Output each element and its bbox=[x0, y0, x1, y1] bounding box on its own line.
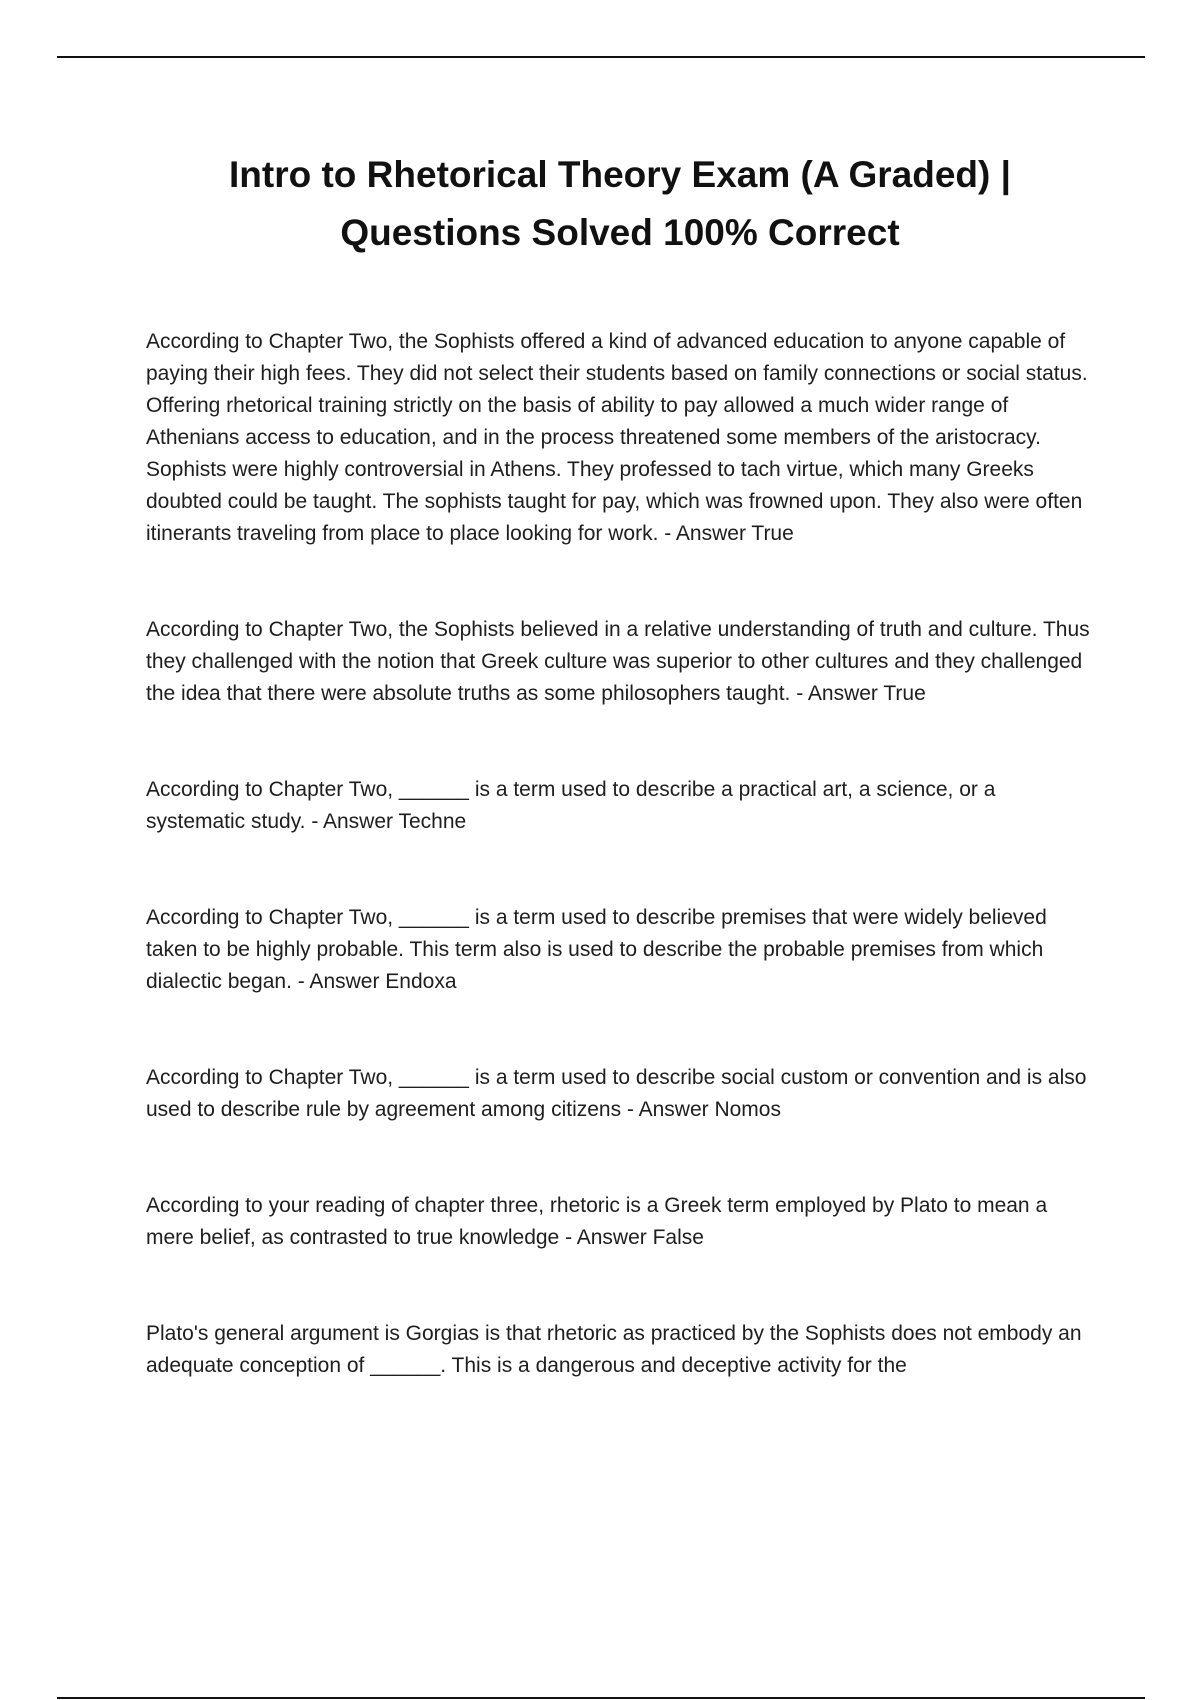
question-list bbox=[146, 326, 1096, 1382]
question-entry-6: According to your reading of chapter three, rhetoric is a Greek term employed by Plato to mean a mere belief, as contrasted to true knowledge - Answer False bbox=[146, 1194, 1048, 1249]
question-entry-3: According to Chapter Two, ______ is a term used to describe a practical art, a science, or a systematic study. - Answer Techne bbox=[146, 778, 996, 833]
question-entry-4: According to Chapter Two, ______ is a term used to describe premises that were widely believed taken to be highly probable. This term also is used to describe the probable premises from which dialectic began. - Answer Endoxa bbox=[146, 906, 1047, 993]
title-line-1: Intro to Rhetorical Theory Exam (A Graded) | bbox=[229, 154, 1011, 195]
top-rule bbox=[57, 56, 1145, 58]
document-title bbox=[110, 146, 1130, 262]
question-entry-7: Plato's general argument is Gorgias is that rhetoric as practiced by the Sophists does not embody an adequate conception of ______. This is a dangerous and deceptive activity for the bbox=[146, 1322, 1082, 1377]
question-entry-1: According to Chapter Two, the Sophists offered a kind of advanced education to anyone capable of paying their high fees. They did not select their students based on family connections or social status. Offering rhetorical training strictly on the basis of ability to pay allowed a much wider range of Athenians access to education, and in the process threatened some members of the aristocracy. Sophists were highly controversial in Athens. They professed to tach virtue, which many Greeks doubted could be taught. The sophists taught for pay, which was frowned upon. They also were often itinerants traveling from place to place looking for work. - Answer True bbox=[146, 330, 1088, 545]
question-entry-2: According to Chapter Two, the Sophists believed in a relative understanding of truth and culture. Thus they challenged with the notion that Greek culture was superior to other cultures and they challenged the idea that there were absolute truths as some philosophers taught. - Answer True bbox=[146, 618, 1090, 705]
bottom-rule bbox=[57, 1697, 1145, 1699]
title-line-2: Questions Solved 100% Correct bbox=[340, 212, 900, 253]
question-entry-5: According to Chapter Two, ______ is a term used to describe social custom or convention and is also used to describe rule by agreement among citizens - Answer Nomos bbox=[146, 1066, 1087, 1121]
